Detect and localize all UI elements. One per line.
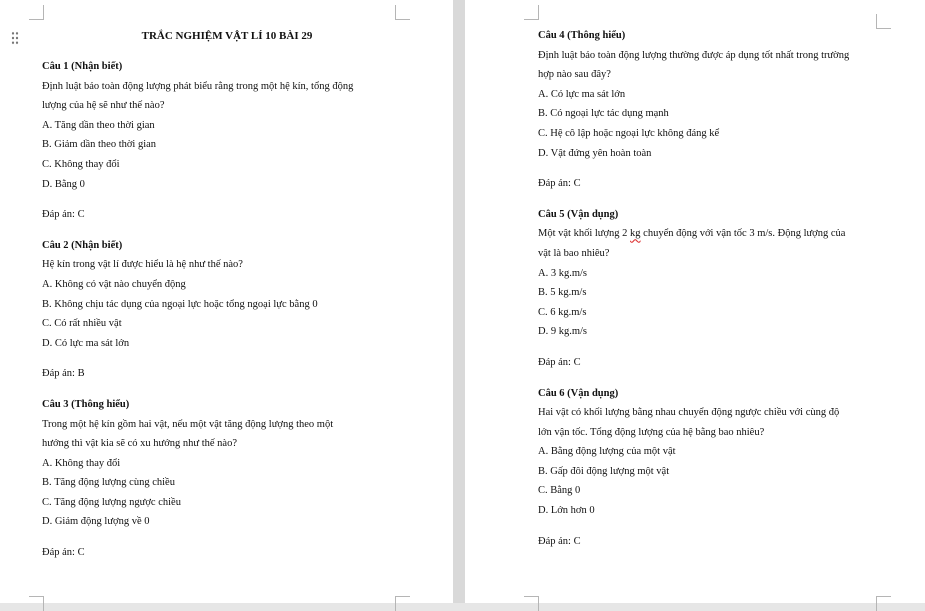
text-segment: chuyển động với vận tốc 3 m/s. Động lượng của (640, 228, 846, 240)
option-a: A. 3 kg.m/s (538, 267, 588, 279)
page-gutter (453, 0, 465, 603)
right-page-content (538, 26, 898, 551)
question-text-line: Định luật bảo toàn động lượng thường được áp dụng tốt nhất trong trường (538, 49, 850, 61)
table-move-handle-icon[interactable] (11, 31, 19, 45)
crop-mark-bottom-left (29, 596, 44, 611)
text-segment: Một vật khối lượng 2 (538, 228, 631, 240)
option-d: D. Bằng 0 (42, 178, 85, 190)
crop-mark-bottom-right (876, 596, 891, 611)
question-heading: Câu 2 (Nhận biết) (42, 239, 123, 251)
question-heading: Câu 1 (Nhận biết) (42, 61, 123, 72)
document-page-left (0, 0, 453, 603)
question-text-line: hợp nào sau đây? (538, 69, 611, 81)
left-page-content (42, 25, 412, 563)
question-text-line: lớn vận tốc. Tổng động lượng của hệ bằng bao nhiêu? (538, 426, 765, 438)
option-c: C. Có rất nhiều vật (42, 318, 122, 330)
question-1 (42, 57, 412, 236)
question-4 (538, 26, 898, 205)
answer-line: Đáp án: C (538, 178, 581, 190)
question-text-line (538, 224, 898, 244)
option-a: A. Có lực ma sát lớn (538, 88, 626, 100)
option-c: C. Bằng 0 (538, 485, 581, 497)
question-text-line: Định luật bảo toàn động lượng phát biểu rằng trong một hệ kín, tổng động (42, 80, 354, 92)
option-a: A. Không có vật nào chuyển động (42, 278, 186, 290)
option-b: B. Gấp đôi động lượng một vật (538, 465, 670, 477)
option-b: B. Không chịu tác dụng của ngoại lực hoặc tổng ngoại lực bằng 0 (42, 298, 318, 310)
answer-line: Đáp án: C (42, 209, 85, 221)
option-c: C. 6 kg.m/s (538, 306, 587, 318)
question-heading: Câu 3 (Thông hiểu) (42, 398, 130, 410)
answer-line: Đáp án: C (538, 535, 581, 547)
option-a: A. Tăng dần theo thời gian (42, 119, 155, 131)
question-text-line: Hệ kín trong vật lí được hiểu là hệ như thế nào? (42, 259, 243, 271)
option-b: B. Giảm dần theo thời gian (42, 139, 157, 151)
question-text-line: lượng của hệ sẽ như thế nào? (42, 100, 165, 112)
spellcheck-flagged-word[interactable]: kg (630, 228, 641, 240)
option-d: D. 9 kg.m/s (538, 326, 588, 338)
question-6 (538, 384, 898, 552)
crop-mark-top-right (395, 5, 410, 20)
option-a: A. Bằng động lượng của một vật (538, 446, 676, 458)
question-heading: Câu 4 (Thông hiểu) (538, 30, 626, 41)
option-c: C. Tăng động lượng ngược chiều (42, 496, 181, 508)
option-d: D. Có lực ma sát lớn (42, 337, 130, 349)
crop-mark-bottom-right (395, 596, 410, 611)
question-text-line: vật là bao nhiêu? (538, 247, 610, 259)
question-text-line: hướng thì vật kia sẽ có xu hướng như thế nào? (42, 438, 237, 450)
document-title: TRẮC NGHIỆM VẬT LÍ 10 BÀI 29 (141, 30, 313, 42)
answer-line: Đáp án: C (42, 547, 85, 559)
question-2 (42, 236, 412, 395)
question-text-line: Hai vật có khối lượng bằng nhau chuyển động ngược chiều với cùng độ (538, 407, 840, 419)
question-3 (42, 395, 412, 563)
option-c: C. Hệ cô lập hoặc ngoại lực không đáng kể (538, 127, 720, 139)
question-5 (538, 205, 898, 384)
option-a: A. Không thay đổi (42, 457, 121, 469)
option-d: D. Lớn hơn 0 (538, 505, 595, 517)
crop-mark-top-left (524, 5, 539, 20)
answer-line: Đáp án: B (42, 368, 85, 380)
question-heading: Câu 6 (Vận dụng) (538, 387, 619, 399)
option-c: C. Không thay đổi (42, 158, 120, 170)
answer-line: Đáp án: C (538, 356, 581, 368)
question-text-line: Trong một hệ kín gồm hai vật, nếu một vật tăng động lượng theo một (42, 418, 334, 430)
option-b: B. Có ngoại lực tác dụng mạnh (538, 108, 669, 120)
option-d: D. Giảm động lượng về 0 (42, 516, 150, 528)
option-b: B. Tăng động lượng cùng chiều (42, 477, 175, 489)
crop-mark-bottom-left (524, 596, 539, 611)
option-b: B. 5 kg.m/s (538, 287, 587, 299)
question-heading: Câu 5 (Vận dụng) (538, 208, 619, 220)
crop-mark-top-left (29, 5, 44, 20)
option-d: D. Vật đứng yên hoàn toàn (538, 147, 652, 159)
document-page-right (465, 0, 925, 603)
